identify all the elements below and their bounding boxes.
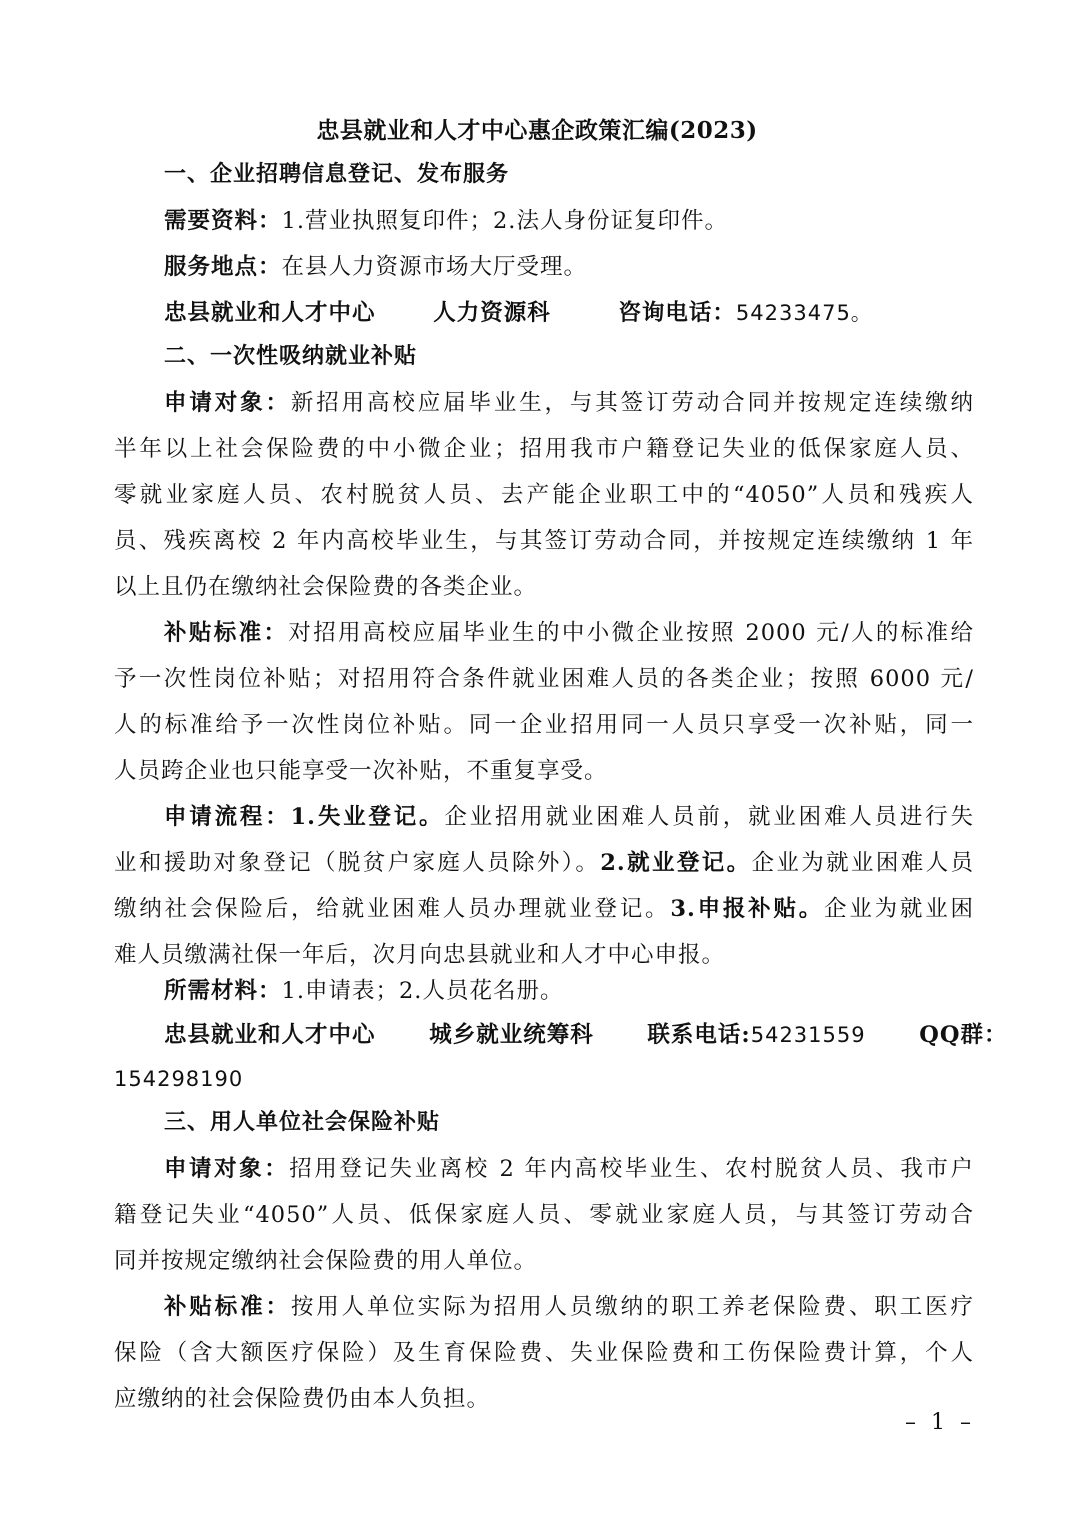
document-title: 忠县就业和人才中心惠企政策汇编(2023) <box>316 117 758 144</box>
s1-location-text: 在县人力资源市场大厅受理。 <box>281 254 588 280</box>
s1-location-label: 服务地点： <box>164 254 282 280</box>
s2-target-line-3: 零就业家庭人员、农村脱贫人员、去产能企业职工中的“4050”人员和残疾人 <box>114 482 974 508</box>
s2-standard-label: 补贴标准： <box>164 620 289 646</box>
page-number: – 1 – <box>905 1410 975 1435</box>
section-heading-1: 一、企业招聘信息登记、发布服务 <box>164 162 510 187</box>
s1-materials <box>164 198 974 244</box>
s2-target-line-5: 以上且仍在缴纳社会保险费的各类企业。 <box>114 574 538 600</box>
s2-materials-label: 所需材料： <box>164 978 282 1004</box>
s3-target-label: 申请对象： <box>164 1156 290 1182</box>
s2-qq-number: 154298190 <box>114 1067 244 1091</box>
s1-materials-text: 1.营业执照复印件；2.法人身份证复印件。 <box>281 208 728 234</box>
s1-materials-label: 需要资料： <box>164 208 282 234</box>
s3-standard-label: 补贴标准： <box>164 1294 291 1320</box>
s2-process-line-2 <box>114 840 974 886</box>
s3-standard-l1: 按用人单位实际为招用人员缴纳的职工养老保险费、职工医疗 <box>290 1294 974 1320</box>
s1-contact-dept: 人力资源科 <box>433 300 551 326</box>
s3-target-line-2: 籍登记失业“4050”人员、低保家庭人员、零就业家庭人员，与其签订劳动合 <box>114 1202 974 1228</box>
s2-process-line-3 <box>114 886 974 932</box>
s1-contact-phone: 54233475。 <box>735 301 873 325</box>
s2-contact-phone-label: 联系电话: <box>647 1022 751 1048</box>
s2-process-line-4: 难人员缴满社保一年后，次月向忠县就业和人才中心申报。 <box>114 942 726 968</box>
s2-standard-l1: 对招用高校应届毕业生的中小微企业按照 2000 元/人的标准给 <box>288 620 974 646</box>
s3-target-line-1 <box>164 1146 974 1192</box>
s2-target-line-4: 员、残疾离校 2 年内高校毕业生，与其签订劳动合同，并按规定连续缴纳 1 年 <box>114 528 974 554</box>
s2-standard-line-1 <box>164 610 974 656</box>
section-heading-2: 二、一次性吸纳就业补贴 <box>164 344 418 369</box>
s3-target-l1: 招用登记失业离校 2 年内高校毕业生、农村脱贫人员、我市户 <box>289 1156 974 1182</box>
s2-contact-org: 忠县就业和人才中心 <box>164 1022 376 1048</box>
s2-contact <box>164 1012 1008 1058</box>
section-heading-3: 三、用人单位社会保险补贴 <box>164 1110 441 1135</box>
s2-process-step-2: 2.就业登记。 <box>600 850 752 876</box>
s2-process-line-1 <box>164 794 974 840</box>
s1-contact-org: 忠县就业和人才中心 <box>164 300 376 326</box>
s2-target-line-2: 半年以上社会保险费的中小微企业；招用我市户籍登记失业的低保家庭人员、 <box>114 436 974 462</box>
s2-target-line-1 <box>164 380 974 426</box>
s2-standard-line-3: 人的标准给予一次性岗位补贴。同一企业招用同一人员只享受一次补贴，同一 <box>114 712 974 738</box>
s2-standard-line-4: 人员跨企业也只能享受一次补贴，不重复享受。 <box>114 758 608 784</box>
s2-process-l1-text: 企业招用就业困难人员前，就业困难人员进行失 <box>444 804 974 830</box>
s2-process-label: 申请流程： <box>164 804 291 830</box>
s2-materials <box>164 968 974 1014</box>
s1-contact <box>164 290 974 336</box>
s2-process-step-1: 1.失业登记。 <box>290 804 445 830</box>
s3-standard-line-1 <box>164 1284 974 1330</box>
s2-process-l3-text: 缴纳社会保险后，给就业困难人员办理就业登记。 <box>114 896 671 922</box>
s2-process-l3-tail: 企业为就业困 <box>824 896 974 922</box>
s3-standard-line-3: 应缴纳的社会保险费仍由本人负担。 <box>114 1386 491 1412</box>
s3-target-line-3: 同并按规定缴纳社会保险费的用人单位。 <box>114 1248 538 1274</box>
s2-contact-dept: 城乡就业统筹科 <box>429 1022 594 1048</box>
s2-process-l2-text: 业和援助对象登记（脱贫户家庭人员除外）。 <box>114 850 601 876</box>
s2-process-l2-tail: 企业为就业困难人员 <box>751 850 974 876</box>
s2-materials-text: 1.申请表；2.人员花名册。 <box>281 978 564 1004</box>
s2-contact-phone: 54231559 <box>750 1023 866 1047</box>
s2-target-label: 申请对象： <box>164 390 291 416</box>
s2-target-l1: 新招用高校应届毕业生，与其签订劳动合同并按规定连续缴纳 <box>290 390 974 416</box>
s2-qq-label: QQ群： <box>919 1022 1008 1048</box>
s1-contact-phone-label: 咨询电话： <box>618 300 736 326</box>
s3-standard-line-2: 保险（含大额医疗保险）及生育保险费、失业保险费和工伤保险费计算，个人 <box>114 1340 974 1366</box>
s1-location <box>164 244 974 290</box>
s2-standard-line-2: 予一次性岗位补贴；对招用符合条件就业困难人员的各类企业；按照 6000 元/ <box>114 666 974 692</box>
s2-process-step-3: 3.申报补贴。 <box>670 896 825 922</box>
